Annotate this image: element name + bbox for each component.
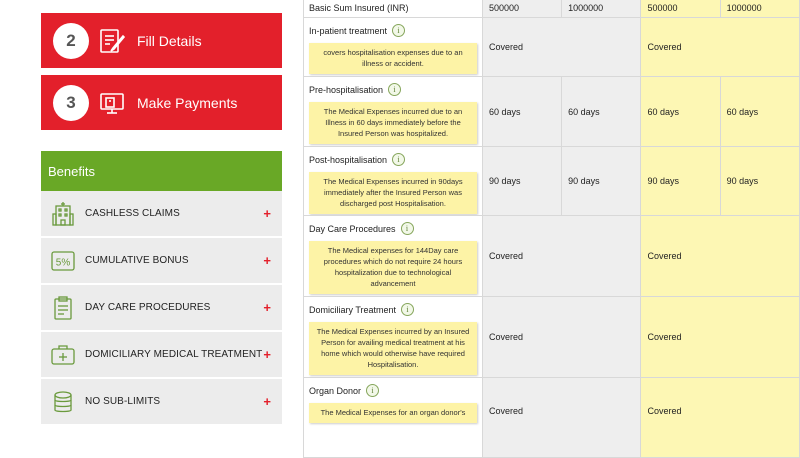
feature-tooltip: The Medical Expenses for an organ donor's <box>309 403 477 423</box>
coverage-value: 60 days <box>489 106 521 117</box>
feature-title: Organ Donor <box>309 385 362 396</box>
coverage-cell <box>641 77 720 147</box>
coverage-value: 90 days <box>568 176 600 186</box>
sum-insured-value: 500000 <box>483 0 562 18</box>
benefit-no-sub-limits[interactable] <box>41 379 282 424</box>
feature-cell <box>304 378 483 458</box>
sum-insured-value: 1000000 <box>562 0 641 18</box>
coverage-value: 60 days <box>647 106 680 117</box>
feature-cell <box>304 77 483 147</box>
sum-insured-value: 500000 <box>641 0 720 18</box>
sum-insured-row <box>304 0 800 18</box>
feature-title: Pre-hospitalisation <box>309 84 384 95</box>
coverage-value: 90 days <box>489 176 521 186</box>
info-icon[interactable]: i <box>366 384 379 397</box>
coverage-cell <box>483 147 562 216</box>
feature-tooltip: The Medical Expenses incurred due to an Illness in 60 days immediately before the Insured Person was hospitalized. <box>309 102 477 144</box>
coverage-value: 90 days <box>726 176 759 186</box>
coverage-cell <box>641 216 800 297</box>
info-icon[interactable]: i <box>392 24 405 37</box>
expand-plus-icon[interactable]: + <box>263 347 271 362</box>
coverage-value: Covered <box>489 42 524 52</box>
benefit-label: DAY CARE PROCEDURES <box>85 302 211 313</box>
form-edit-icon <box>98 27 126 55</box>
coverage-cell <box>562 77 641 147</box>
coverage-cell <box>562 147 641 216</box>
feature-cell <box>304 147 483 216</box>
step-make-payments[interactable] <box>41 75 282 130</box>
benefit-cumulative-bonus[interactable] <box>41 238 282 283</box>
feature-title: In-patient treatment <box>309 25 388 36</box>
benefit-cashless-claims[interactable] <box>41 191 282 236</box>
monitor-payment-icon <box>98 89 126 117</box>
expand-plus-icon[interactable]: + <box>263 394 271 409</box>
coverage-cell <box>641 297 800 378</box>
step-number: 3 <box>53 85 89 121</box>
coverage-cell <box>720 147 799 216</box>
coverage-cell <box>483 216 641 297</box>
coverage-value: Covered <box>489 251 524 261</box>
info-icon[interactable]: i <box>401 222 414 235</box>
step-label: Make Payments <box>137 94 238 111</box>
sum-insured-label: Basic Sum Insured (INR) <box>304 0 483 18</box>
feature-tooltip: The Medical Expenses incurred by an Insured Person for availing medical treatment at his home which would otherwise have required Hospitalisation. <box>309 322 477 375</box>
feature-tooltip: covers hospitalisation expenses due to an illness or accident. <box>309 43 477 74</box>
benefits-header: Benefits <box>41 151 282 191</box>
benefit-domiciliary-treatment[interactable] <box>41 332 282 377</box>
sum-insured-value: 1000000 <box>720 0 799 18</box>
clipboard-icon <box>50 295 76 321</box>
feature-cell <box>304 297 483 378</box>
info-icon[interactable]: i <box>401 303 414 316</box>
coverage-value: 60 days <box>726 106 759 117</box>
coverage-cell <box>641 18 800 77</box>
info-icon[interactable]: i <box>388 83 401 96</box>
benefit-day-care-procedures[interactable] <box>41 285 282 330</box>
step-fill-details[interactable] <box>41 13 282 68</box>
feature-tooltip: The Medical Expenses incurred in 90days immediately after the Insured Person was discharged post Hospitalisation. <box>309 172 477 214</box>
expand-plus-icon[interactable]: + <box>263 253 271 268</box>
coverage-value: Covered <box>489 332 524 342</box>
benefit-label: CASHLESS CLAIMS <box>85 208 180 219</box>
expand-plus-icon[interactable]: + <box>263 300 271 315</box>
coverage-cell <box>641 378 800 458</box>
table-row <box>304 147 800 216</box>
feature-cell <box>304 216 483 297</box>
benefit-label: CUMULATIVE BONUS <box>85 255 189 266</box>
coverage-value: Covered <box>489 406 524 416</box>
expand-plus-icon[interactable]: + <box>263 206 271 221</box>
table-row <box>304 18 800 77</box>
coverage-cell <box>483 378 641 458</box>
coverage-value: 90 days <box>647 176 680 186</box>
feature-title: Domiciliary Treatment <box>309 304 397 315</box>
coverage-cell <box>720 77 799 147</box>
coverage-value: Covered <box>647 42 682 52</box>
coins-icon <box>50 389 76 415</box>
coverage-value: 60 days <box>568 106 600 117</box>
coverage-cell <box>483 18 641 77</box>
feature-tooltip: The Medical expenses for 144Day care procedures which do not require 24 hours hospitalization due to technological advancement <box>309 241 477 294</box>
step-number: 2 <box>53 23 89 59</box>
medical-kit-icon <box>50 342 76 368</box>
table-row <box>304 77 800 147</box>
coverage-cell <box>483 297 641 378</box>
table-row <box>304 297 800 378</box>
feature-title: Post-hospitalisation <box>309 154 388 165</box>
coverage-value: Covered <box>647 406 682 416</box>
info-icon[interactable]: i <box>392 153 405 166</box>
percent-badge-icon <box>50 248 76 274</box>
benefit-label: DOMICILIARY MEDICAL TREATMENT <box>85 349 263 360</box>
benefit-label: NO SUB-LIMITS <box>85 396 161 407</box>
coverage-cell <box>483 77 562 147</box>
feature-title: Day Care Procedures <box>309 223 396 234</box>
table-row <box>304 216 800 297</box>
coverage-cell <box>641 147 720 216</box>
svg-text:5%: 5% <box>55 257 71 268</box>
hospital-building-icon <box>50 201 76 227</box>
coverage-value: Covered <box>647 251 682 261</box>
plan-comparison-table <box>303 0 800 458</box>
table-row <box>304 378 800 458</box>
step-label: Fill Details <box>137 32 202 49</box>
coverage-value: Covered <box>647 332 682 342</box>
feature-cell <box>304 18 483 77</box>
